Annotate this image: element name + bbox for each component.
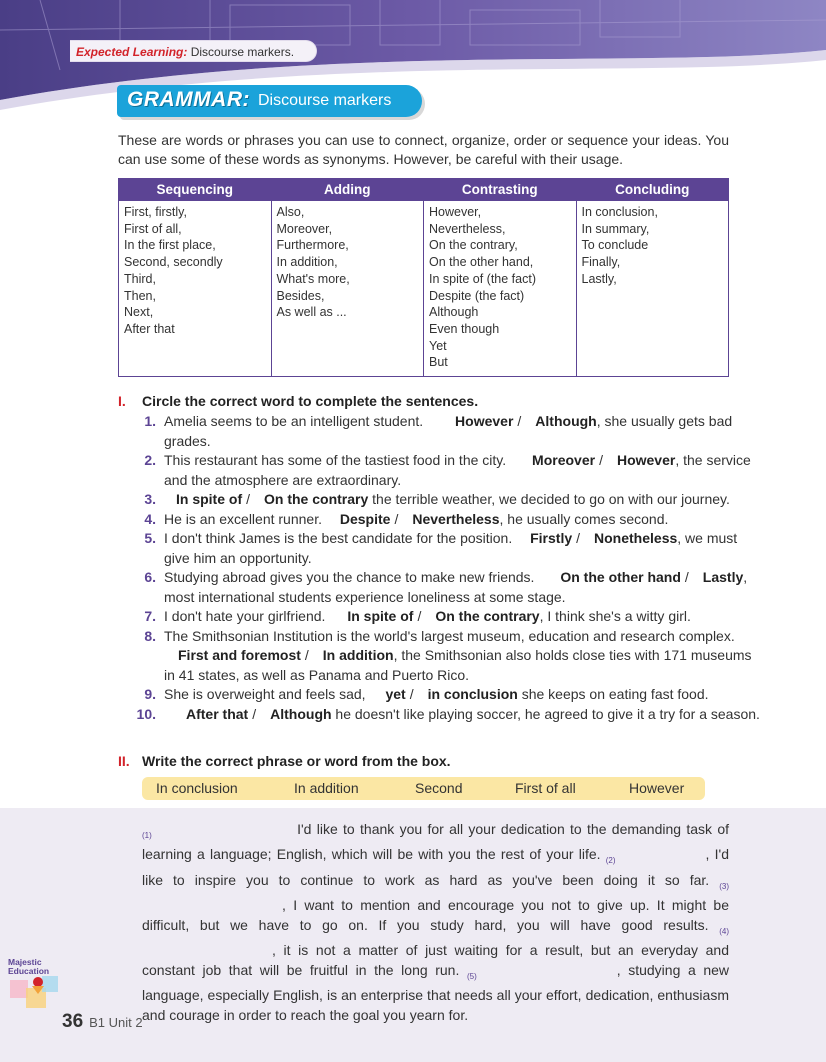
- item-text: I don't think James is the best candidate for the position.: [164, 530, 513, 546]
- item-text-end: he doesn't like playing soccer, he agreed to give it a try for a season.: [331, 705, 760, 722]
- marker-word: Even though: [429, 321, 500, 336]
- logo-text: [8, 958, 49, 976]
- grammar-subtitle: Discourse markers: [258, 92, 392, 109]
- logo-line-1: Majestic: [8, 957, 42, 967]
- page-number: 36: [62, 1011, 84, 1032]
- item-number: 8.: [144, 627, 156, 644]
- gap-4-label: (4): [719, 926, 729, 936]
- passage-sentence-2: , I'd like to inspire you to continue to work as hard as you've been doing it so far.: [142, 846, 730, 888]
- marker-word: Yet: [429, 338, 447, 353]
- passage-sentence-1: I'd like to thank you for all your dedication to the demanding task of learning a language; English, which will be with you the rest of your life.: [142, 821, 730, 863]
- item-text: Studying abroad gives you the chance to make new friends.: [164, 569, 535, 585]
- item-text-end: , I think she's a witty girl.: [539, 608, 691, 624]
- sequencing-cell: [119, 201, 272, 377]
- table-row: [119, 201, 729, 377]
- exercise-2-number: II.: [118, 753, 130, 769]
- item-text-end: , she usually gets bad grades.: [164, 413, 733, 449]
- word-option[interactable]: Second: [415, 780, 463, 796]
- page-footer: [62, 1011, 143, 1033]
- option-a[interactable]: yet: [385, 686, 406, 702]
- word-box: [142, 777, 705, 800]
- passage-sentence-5: , studying a new language, especially English, is an enterprise that needs all your effort, dedication, enthusiasm and courage in order to reach the goal you yearn for.: [142, 961, 730, 1023]
- exercise-2-heading: [118, 753, 451, 769]
- contrasting-cell: [424, 201, 577, 377]
- item-text: She is overweight and feels sad,: [164, 686, 366, 702]
- exercise-item: 6. Studying abroad gives you the chance to make new friends. On the other hand / Lastly, most international students experience loneliness at some stage.: [132, 568, 764, 607]
- exercise-item: 10. After that / Although he doesn't like playing soccer, he agreed to give it a try for a season.: [132, 705, 764, 725]
- item-text-end: she keeps on eating fast food.: [517, 686, 709, 702]
- option-a[interactable]: In spite of: [176, 491, 243, 507]
- item-text-end: the terrible weather, we decided to go on with our journey.: [368, 491, 730, 507]
- publisher-logo: [6, 958, 70, 1018]
- expected-learning-label: Expected Learning:: [76, 45, 188, 59]
- item-number: 6.: [144, 569, 156, 585]
- marker-word: However,: [429, 205, 482, 219]
- item-text: He is an excellent runner.: [164, 510, 322, 527]
- marker-word: On the contrary,: [429, 238, 518, 253]
- option-a[interactable]: Despite: [339, 510, 391, 527]
- word-option[interactable]: However: [629, 780, 685, 796]
- marker-word: Furthermore,: [276, 238, 349, 253]
- marker-word: But: [429, 355, 448, 370]
- marker-word: Lastly,: [581, 271, 617, 286]
- marker-word: First, firstly,: [124, 205, 187, 219]
- exercise-item: 3. In spite of / On the contrary the terrible weather, we decided to go on with our journey.: [132, 490, 764, 510]
- item-number: 3.: [144, 491, 156, 507]
- option-b[interactable]: Although: [535, 413, 597, 429]
- header-concluding: Concluding: [576, 179, 729, 201]
- gap-5-label: (5): [466, 971, 477, 981]
- item-number: 10.: [136, 705, 156, 722]
- exercise-1-number: I.: [118, 393, 126, 409]
- exercise-2-instruction: Write the correct phrase or word from the box.: [142, 753, 451, 769]
- grammar-banner: [117, 85, 422, 117]
- marker-word: Then,: [124, 288, 156, 303]
- option-b[interactable]: On the contrary: [264, 491, 369, 507]
- item-text: This restaurant has some of the tastiest food in the city.: [164, 452, 507, 468]
- exercise-item: 7. I don't hate your girlfriend. In spite of / On the contrary, I think she's a witty girl.: [132, 607, 764, 627]
- item-text-end: , most international students experience loneliness at some stage.: [164, 569, 748, 605]
- word-option[interactable]: In conclusion: [156, 780, 238, 796]
- marker-word: Besides,: [276, 288, 325, 303]
- expected-learning-text: Discourse markers.: [190, 45, 295, 59]
- marker-word: In spite of (the fact): [429, 271, 536, 286]
- gap-1-label: (1): [142, 830, 152, 840]
- marker-word: To conclude: [581, 238, 649, 253]
- marker-word: As well as ...: [276, 305, 347, 320]
- option-b[interactable]: Although: [270, 705, 332, 722]
- marker-word: In conclusion,: [581, 205, 658, 219]
- marker-word: After that: [124, 321, 175, 336]
- item-number: 4.: [144, 510, 156, 527]
- adding-cell: [271, 201, 424, 377]
- exercise-item: 5. I don't think James is the best candidate for the position. Firstly / Nonetheless, we must give him an opportunity.: [132, 529, 764, 568]
- exercise-1-instruction: Circle the correct word to complete the sentences.: [142, 393, 479, 409]
- passage-sentence-4: , it is not a matter of just waiting for a result, but an everyday and constant job that will be fruitful in the long run.: [142, 942, 729, 978]
- item-text-end: , we must give him an opportunity.: [164, 530, 738, 566]
- item-text-end: , the service and the atmosphere are extraordinary.: [164, 452, 751, 488]
- exercise-1-heading: [118, 393, 478, 409]
- marker-word: Finally,: [581, 255, 621, 270]
- marker-word: What's more,: [276, 271, 350, 286]
- gap-3-label: (3): [719, 881, 730, 891]
- option-b[interactable]: Nevertheless: [412, 510, 500, 527]
- marker-word: Although: [429, 305, 479, 320]
- grammar-title: GRAMMAR:: [127, 88, 250, 111]
- marker-word: Moreover,: [276, 221, 333, 236]
- item-text: Amelia seems to be an intelligent student.: [164, 413, 424, 429]
- item-number: 9.: [144, 686, 156, 702]
- item-number: 7.: [144, 608, 156, 624]
- marker-word: In addition,: [276, 255, 338, 270]
- exercise-item: 1. Amelia seems to be an intelligent student. However / Although, she usually gets bad grades.: [132, 412, 764, 451]
- marker-word: In the first place,: [124, 238, 216, 253]
- marker-word: Third,: [124, 271, 156, 286]
- item-text: The Smithsonian Institution is the world's largest museum, education and research complex.: [164, 627, 735, 644]
- marker-word: On the other hand,: [429, 255, 534, 270]
- logo-line-2: Education: [8, 966, 50, 976]
- header-adding: Adding: [271, 179, 424, 201]
- unit-label: B1 Unit 2: [89, 1015, 143, 1030]
- option-b[interactable]: On the contrary: [435, 608, 540, 624]
- option-a[interactable]: On the other hand: [560, 569, 681, 585]
- exercise-1-list: [132, 412, 764, 724]
- marker-word: In summary,: [581, 221, 650, 236]
- gap-2-label: (2): [605, 856, 616, 866]
- option-a[interactable]: Moreover: [532, 452, 596, 468]
- word-option[interactable]: First of all: [515, 780, 576, 796]
- expected-learning-pill: [70, 40, 317, 62]
- option-a[interactable]: After that: [186, 705, 249, 722]
- option-a[interactable]: However: [455, 413, 514, 429]
- marker-word: First of all,: [124, 221, 182, 236]
- intro-paragraph: These are words or phrases you can use to connect, organize, order or sequence your ideas. You can use some of these words as synonyms. However, be careful with their usage.: [118, 132, 729, 167]
- option-b[interactable]: Lastly: [702, 569, 744, 585]
- concluding-cell: [576, 201, 729, 377]
- word-option[interactable]: In addition: [294, 780, 359, 796]
- option-a[interactable]: First and foremost: [178, 647, 301, 663]
- exercise-item: 8. The Smithsonian Institution is the world's largest museum, education and research complex. First and foremost / In addition, the Smithsonian also holds close ties with 171 museums in 41 states, as well as Panama and Puerto Rico.: [132, 627, 764, 686]
- marker-word: Also,: [276, 205, 305, 219]
- exercise-item: 4. He is an excellent runner. Despite / Nevertheless, he usually comes second.: [132, 510, 764, 530]
- item-text-end: , the Smithsonian also holds close ties with 171 museums in 41 states, as well as Panama and Puerto Rico.: [164, 647, 752, 683]
- option-a[interactable]: Firstly: [530, 530, 573, 546]
- fill-in-passage: [142, 820, 729, 1025]
- marker-word: Next,: [124, 305, 154, 320]
- option-b[interactable]: However: [616, 452, 676, 468]
- option-a[interactable]: In spite of: [347, 608, 414, 624]
- item-number: 5.: [144, 530, 156, 546]
- header-contrasting: Contrasting: [424, 179, 577, 201]
- exercise-item: 2. This restaurant has some of the tastiest food in the city. Moreover / However, the service and the atmosphere are extraordinary.: [132, 451, 764, 490]
- table-header-row: [119, 179, 729, 201]
- option-b[interactable]: Nonetheless: [594, 530, 678, 546]
- option-b[interactable]: In addition: [322, 647, 394, 663]
- item-text: I don't hate your girlfriend.: [164, 608, 326, 624]
- marker-word: Nevertheless,: [429, 221, 506, 236]
- item-number: 1.: [144, 413, 156, 429]
- exercise-item: 9. She is overweight and feels sad, yet / in conclusion she keeps on eating fast food.: [132, 685, 764, 705]
- header-sequencing: Sequencing: [119, 179, 272, 201]
- option-b[interactable]: in conclusion: [427, 686, 518, 702]
- item-number: 2.: [144, 452, 156, 468]
- marker-word: Despite (the fact): [429, 288, 525, 303]
- marker-word: Second, secondly: [124, 255, 223, 270]
- item-text-end: , he usually comes second.: [499, 510, 669, 527]
- passage-sentence-3: , I want to mention and encourage you not to give up. It might be difficult, but we have to go on. If you study hard, you will have good results.: [142, 897, 729, 933]
- discourse-markers-table: [118, 178, 729, 377]
